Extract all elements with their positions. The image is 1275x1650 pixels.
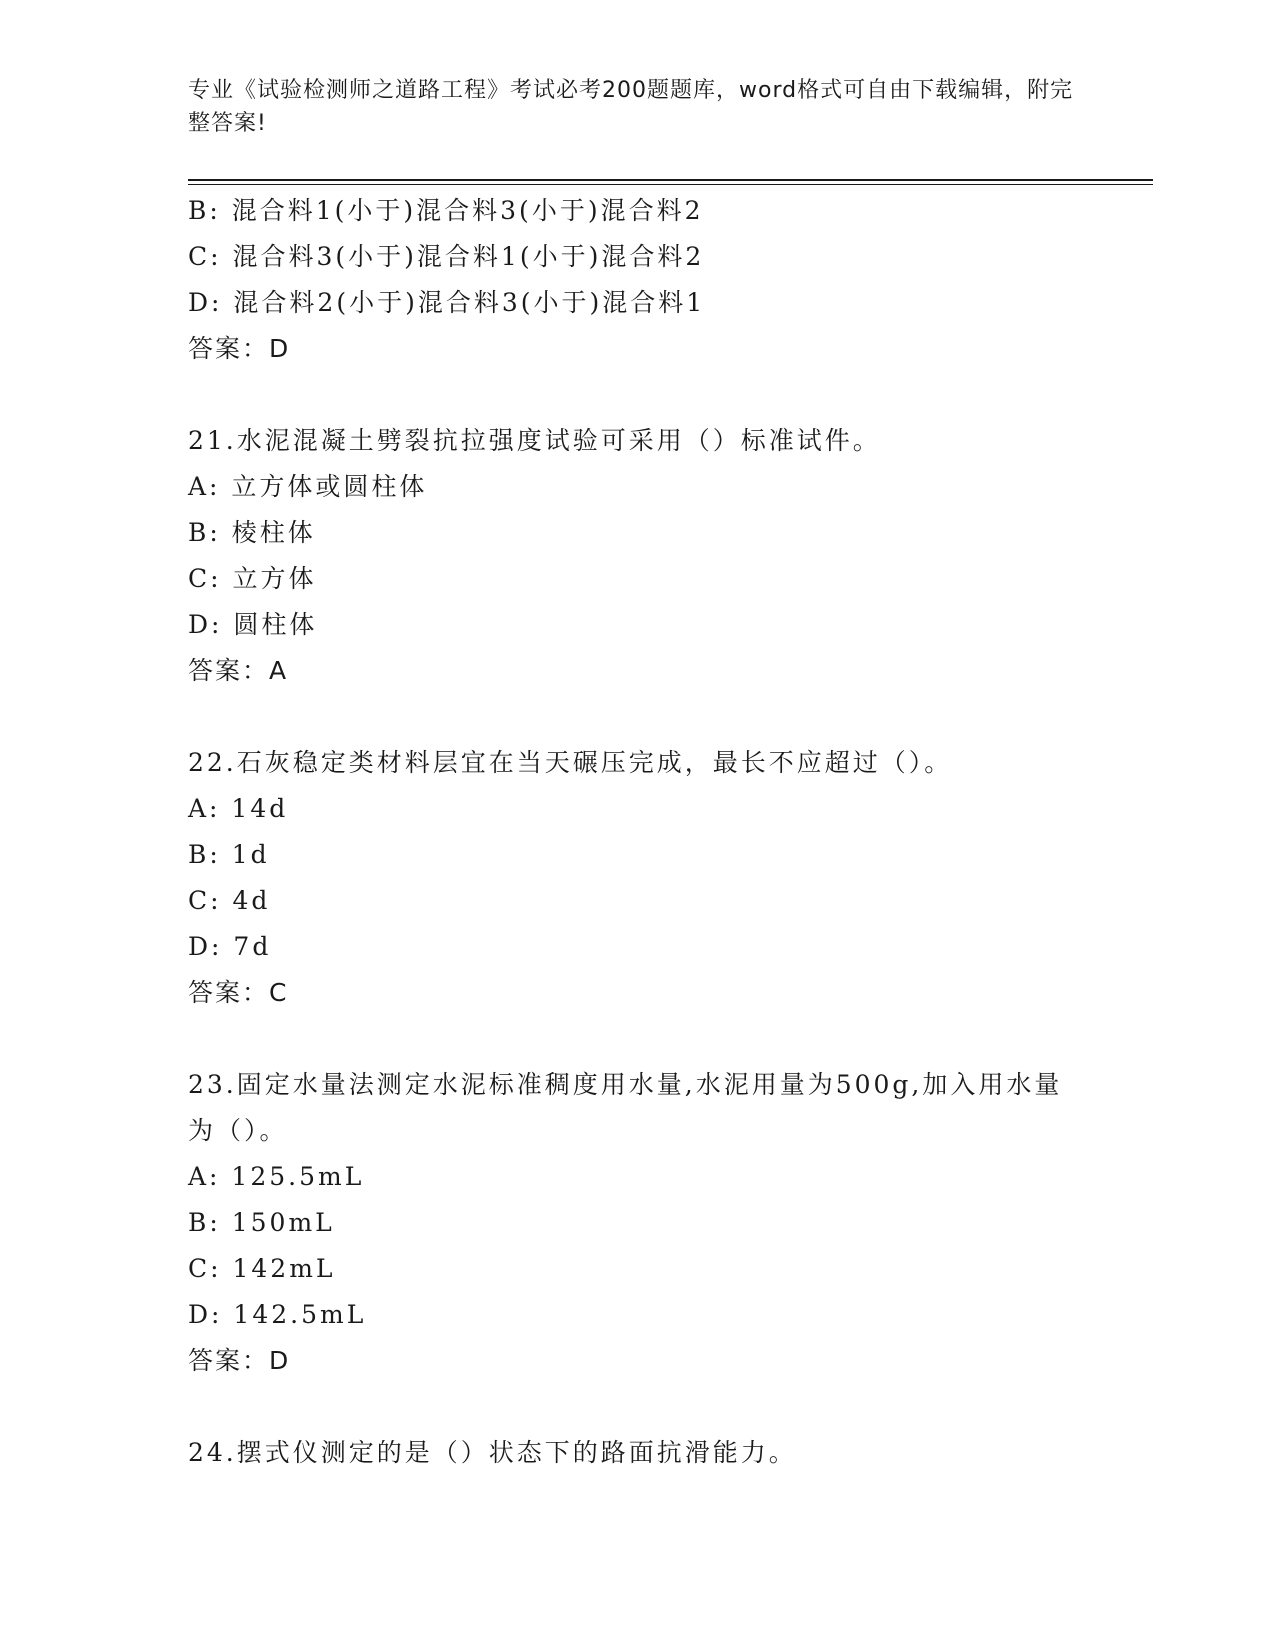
option-a: A: 立方体或圆柱体 <box>188 472 428 501</box>
option-d: D: 圆柱体 <box>188 610 318 639</box>
question-22-block <box>188 740 1153 1016</box>
question-text: 24.摆式仪测定的是（）状态下的路面抗滑能力。 <box>188 1438 797 1467</box>
question-23-block <box>188 1062 1153 1384</box>
option-a: A: 14d <box>188 794 289 823</box>
option-b: B: 1d <box>188 840 270 869</box>
option-d: D: 混合料2(小于)混合料3(小于)混合料1 <box>188 288 706 317</box>
document-content <box>188 188 1153 1476</box>
answer-line: 答案：D <box>188 1346 291 1375</box>
option-c: C: 4d <box>188 886 271 915</box>
option-b: B: 150mL <box>188 1208 335 1237</box>
page-header-title: 专业《试验检测师之道路工程》考试必考200题题库，word格式可自由下载编辑，附完整答案! <box>188 78 1074 136</box>
option-b: B: 混合料1(小于)混合料3(小于)混合料2 <box>188 196 704 225</box>
option-c: C: 142mL <box>188 1254 336 1283</box>
question-text: 23.固定水量法测定水泥标准稠度用水量,水泥用量为500g,加入用水量为（）。 <box>188 1070 1063 1145</box>
option-d: D: 142.5mL <box>188 1300 367 1329</box>
question-text: 21.水泥混凝土劈裂抗拉强度试验可采用（）标准试件。 <box>188 426 881 455</box>
option-a: A: 125.5mL <box>188 1162 365 1191</box>
continued-question-block <box>188 188 1153 372</box>
option-c: C: 混合料3(小于)混合料1(小于)混合料2 <box>188 242 705 271</box>
question-text: 22.石灰稳定类材料层宜在当天碾压完成，最长不应超过（）。 <box>188 748 953 777</box>
question-24-block <box>188 1430 1153 1476</box>
option-b: B: 棱柱体 <box>188 518 316 547</box>
answer-line: 答案：A <box>188 656 289 685</box>
answer-line: 答案：C <box>188 978 289 1007</box>
option-c: C: 立方体 <box>188 564 317 593</box>
option-d: D: 7d <box>188 932 272 961</box>
header-divider <box>188 179 1153 185</box>
question-21-block <box>188 418 1153 694</box>
answer-line: 答案：D <box>188 334 291 363</box>
